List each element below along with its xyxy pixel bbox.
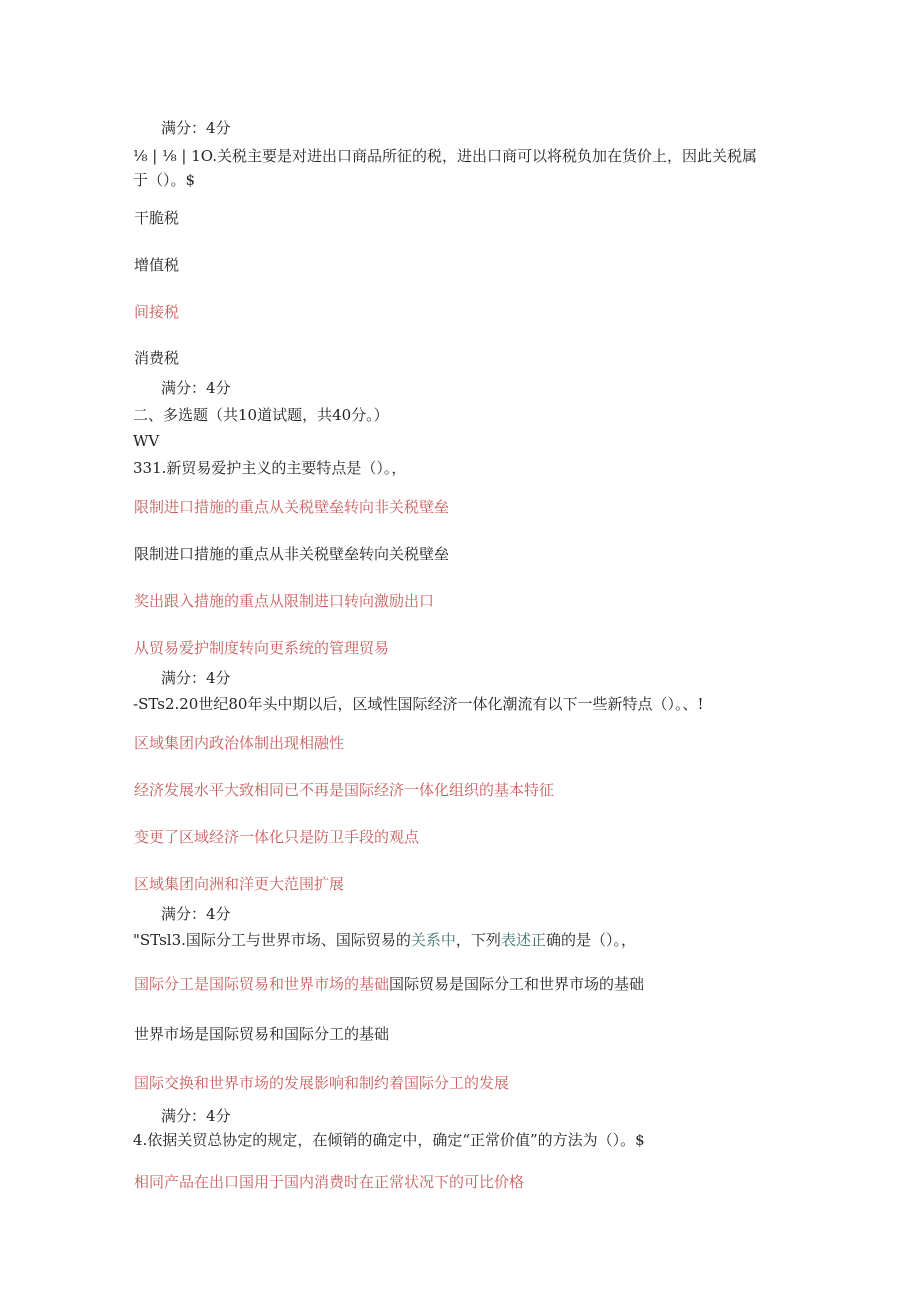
q1-option-b[interactable]: 限制进口措施的重点从非关税壁垒转向关税壁垒 xyxy=(134,545,450,563)
q2-option-d[interactable]: 区域集团向洲和洋更大范围扩展 xyxy=(134,875,345,893)
section-heading: 二、多选题（共10道试题，共40分。） xyxy=(133,406,389,424)
question-4-text: 4.依据关贸总协定的规定，在倾销的确定中，确定“正常价值”的方法为（）。$ xyxy=(133,1131,645,1149)
score-line: 满分：4分 xyxy=(161,669,231,687)
q10-option-c[interactable]: 间接税 xyxy=(134,303,180,321)
q10-option-b[interactable]: 增值税 xyxy=(134,256,180,274)
score-line: 满分：4分 xyxy=(161,379,231,397)
q2-option-a[interactable]: 区域集团内政治体制出现相融性 xyxy=(134,734,345,752)
q3-option-a-text: 国际分工是国际贸易和世界市场的基础 xyxy=(134,975,390,993)
q3-option-d[interactable]: 国际交换和世界市场的发展影响和制约着国际分工的发展 xyxy=(134,1074,510,1092)
question-1-text: 331.新贸易爱护主义的主要特点是（）。， xyxy=(133,459,407,477)
q3-text-part: "STsl3.国际分工与世界市场、国际贸易的 xyxy=(133,931,411,949)
q2-option-b[interactable]: 经济发展水平大致相同已不再是国际经济一体化组织的基本特征 xyxy=(134,781,555,799)
q3-text-part: 确的是（）。， xyxy=(545,931,636,949)
q1-option-a[interactable]: 限制进口措施的重点从关税壁垒转向非关税壁垒 xyxy=(134,498,450,516)
q3-text-part: ，下列 xyxy=(455,931,501,949)
question-2-text: -STs2.20世纪80年头中期以后，区域性国际经济一体化潮流有以下一些新特点（）。、! xyxy=(133,695,704,713)
q3-option-a[interactable] xyxy=(134,974,644,994)
q10-option-d[interactable]: 消费税 xyxy=(134,349,180,367)
question-10-text: ⅛ | ⅛ | 1O.关税主要是对进出口商品所征的税，进出口商可以将税负加在货价上，因此关税属 xyxy=(133,147,757,165)
question-3-text xyxy=(133,930,636,950)
q10-option-a[interactable]: 干脆税 xyxy=(134,209,180,227)
q1-option-d[interactable]: 从贸易爱护制度转向更系统的管理贸易 xyxy=(134,639,390,657)
score-line: 满分：4分 xyxy=(161,905,231,923)
q3-option-c[interactable]: 世界市场是国际贸易和国际分工的基础 xyxy=(134,1025,390,1043)
q4-option-a[interactable]: 相同产品在出口国用于国内消费时在正常状况下的可比价格 xyxy=(134,1173,525,1191)
q2-option-c[interactable]: 变更了区域经济一体化只是防卫手段的观点 xyxy=(134,828,420,846)
q3-option-b-text: 国际贸易是国际分工和世界市场的基础 xyxy=(389,975,645,993)
q3-text-part: 表述正 xyxy=(500,931,546,949)
question-10-text-cont: 于（）。$ xyxy=(133,171,196,189)
score-line: 满分：4分 xyxy=(161,1107,231,1125)
q1-option-c[interactable]: 奖出跟入措施的重点从限制进口转向激励出口 xyxy=(134,592,435,610)
score-line: 满分：4分 xyxy=(161,119,231,137)
q3-text-part: 关系中 xyxy=(410,931,456,949)
section-mark: WV xyxy=(133,432,160,450)
